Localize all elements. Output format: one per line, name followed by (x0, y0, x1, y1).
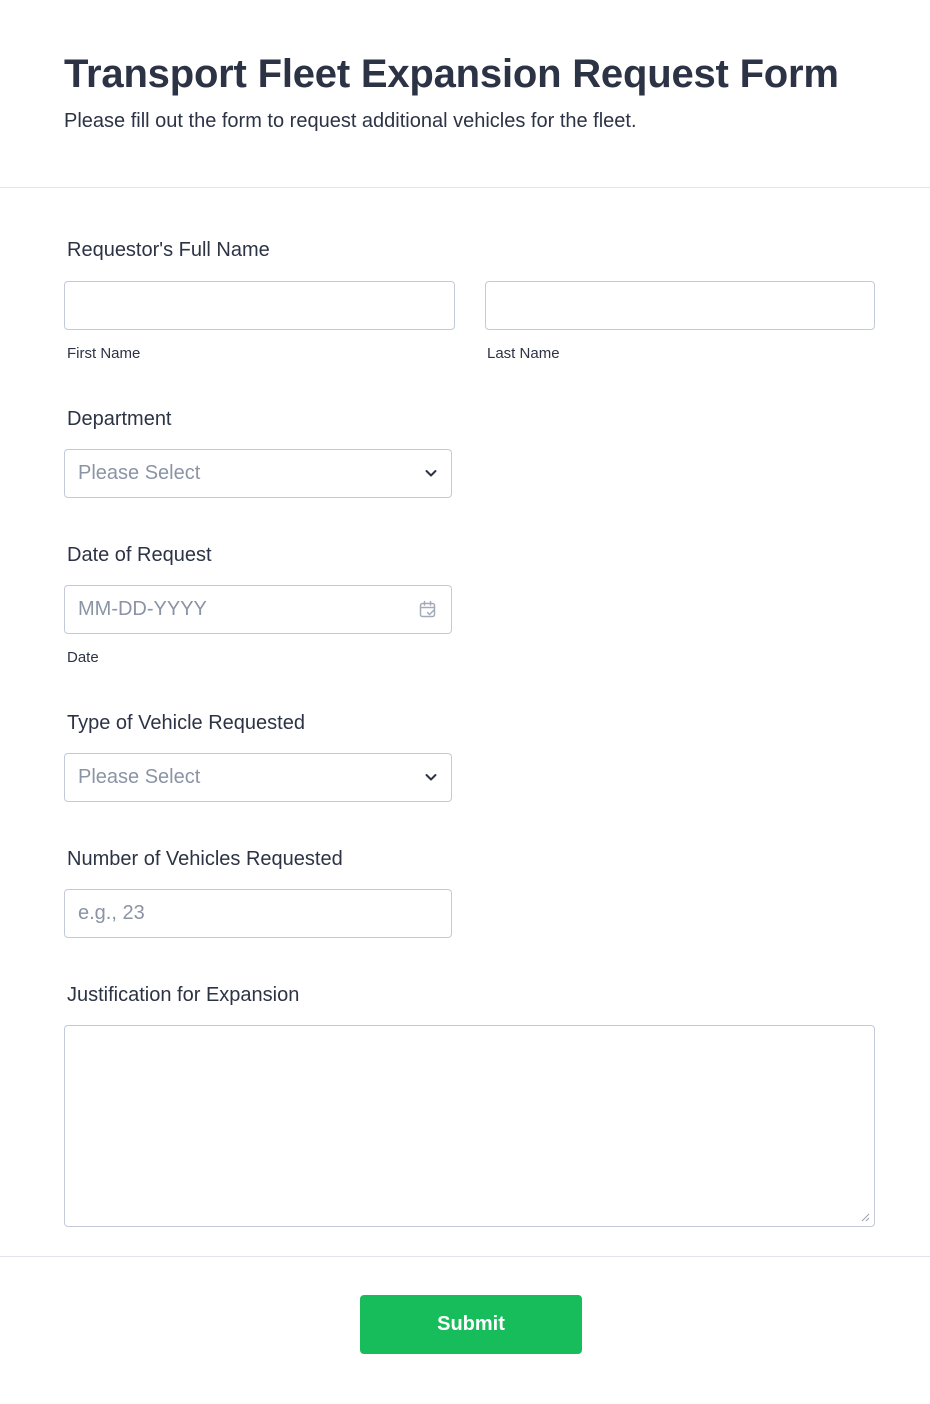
date-sublabel: Date (67, 649, 99, 666)
resize-grip-icon[interactable] (860, 1212, 870, 1222)
first-name-sublabel: First Name (67, 345, 141, 362)
vehicle-count-label: Number of Vehicles Requested (67, 848, 343, 870)
chevron-down-icon (423, 465, 439, 481)
justification-label: Justification for Expansion (67, 984, 300, 1006)
footer-divider (0, 1256, 930, 1257)
vehicle-count-placeholder: e.g., 23 (78, 902, 145, 924)
vehicle-type-label: Type of Vehicle Requested (67, 712, 305, 734)
department-selected-value: Please Select (78, 462, 201, 484)
date-label: Date of Request (67, 544, 212, 566)
vehicle-type-selected-value: Please Select (78, 766, 201, 788)
submit-button[interactable]: Submit (360, 1295, 582, 1354)
date-input[interactable] (64, 585, 452, 634)
full-name-label: Requestor's Full Name (67, 239, 270, 261)
last-name-sublabel: Last Name (487, 345, 560, 362)
chevron-down-icon (423, 769, 439, 785)
last-name-input[interactable] (485, 281, 875, 330)
department-select[interactable] (64, 449, 452, 498)
form-subtitle: Please fill out the form to request additional vehicles for the fleet. (64, 110, 637, 132)
calendar-icon[interactable] (418, 600, 438, 620)
vehicle-type-select[interactable] (64, 753, 452, 802)
form-title: Transport Fleet Expansion Request Form (64, 52, 839, 96)
department-label: Department (67, 408, 172, 430)
vehicle-count-input[interactable] (64, 889, 452, 938)
form-header (0, 0, 930, 188)
justification-textarea[interactable] (64, 1025, 875, 1227)
first-name-input[interactable] (64, 281, 455, 330)
date-placeholder: MM-DD-YYYY (78, 598, 207, 620)
